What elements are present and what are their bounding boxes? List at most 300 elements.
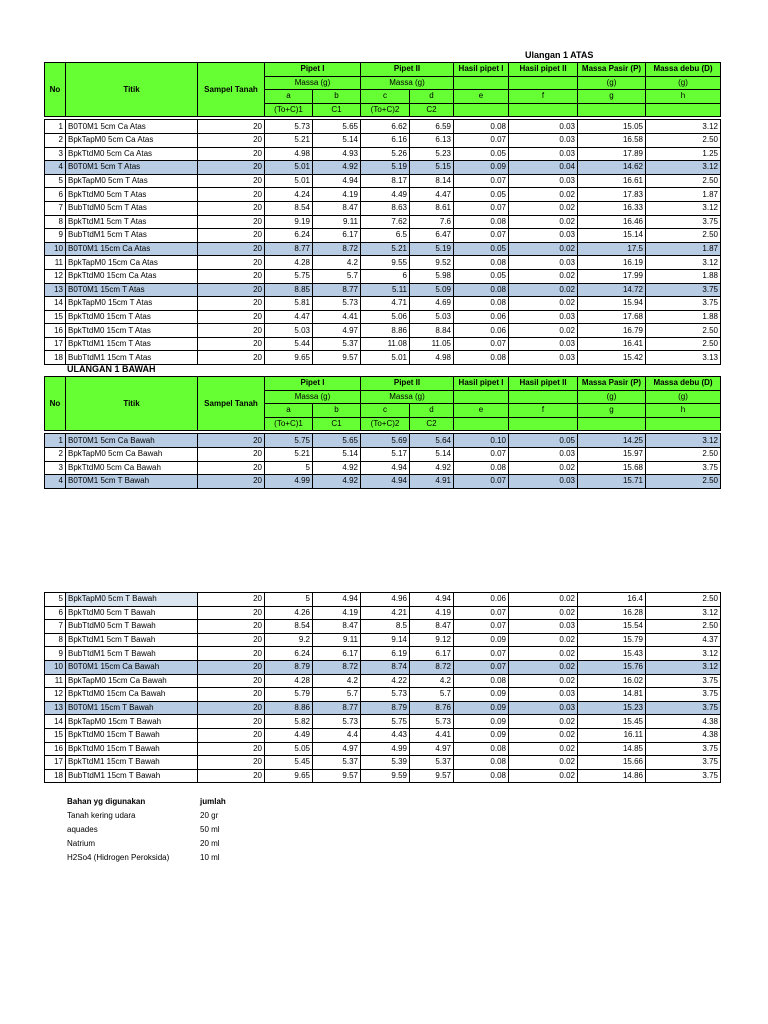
cell-sampel: 20: [198, 215, 265, 229]
cell-titik: BpkTtdM1 5cm T Bawah: [66, 633, 198, 647]
cell-g: 15.45: [578, 715, 646, 729]
cell-sampel: 20: [198, 728, 265, 742]
cell-g: 15.76: [578, 660, 646, 674]
cell-e: 0.07: [454, 201, 509, 215]
table-row: [45, 715, 721, 729]
cell-b: 5.65: [313, 434, 361, 448]
cell-b: 4.2: [313, 256, 361, 270]
cell-c: 7.62: [361, 215, 410, 229]
cell-sampel: 20: [198, 701, 265, 715]
header-letter-d: d: [410, 90, 454, 104]
cell-g: 15.14: [578, 229, 646, 243]
cell-c: 5.75: [361, 715, 410, 729]
header-pipet-2: Pipet II: [361, 63, 454, 77]
cell-sampel: 20: [198, 688, 265, 702]
results-table-bawah: [44, 376, 721, 489]
cell-a: 6.24: [265, 647, 313, 661]
cell-b: 4.94: [313, 174, 361, 188]
cell-b: 4.97: [313, 742, 361, 756]
cell-h: 3.12: [646, 606, 721, 620]
header-titik: Titik: [66, 63, 198, 117]
header-letter-g: g: [578, 404, 646, 418]
cell-h: 2.50: [646, 229, 721, 243]
cell-g: 15.23: [578, 701, 646, 715]
cell-f: 0.03: [509, 475, 578, 489]
cell-titik: B0T0M1 5cm T Bawah: [66, 475, 198, 489]
cell-no: 16: [45, 324, 66, 338]
cell-a: 5.45: [265, 756, 313, 770]
cell-g: 16.02: [578, 674, 646, 688]
cell-g: 15.66: [578, 756, 646, 770]
cell-sampel: 20: [198, 475, 265, 489]
cell-no: 18: [45, 351, 66, 365]
cell-a: 5.01: [265, 161, 313, 175]
cell-b: 5.37: [313, 337, 361, 351]
cell-c: 8.74: [361, 660, 410, 674]
cell-c: 6.16: [361, 133, 410, 147]
cell-no: 18: [45, 769, 66, 783]
cell-no: 11: [45, 256, 66, 270]
table-row: [45, 742, 721, 756]
cell-d: 5.37: [410, 756, 454, 770]
cell-h: 2.50: [646, 447, 721, 461]
cell-d: 4.41: [410, 728, 454, 742]
cell-f: 0.02: [509, 606, 578, 620]
cell-no: 5: [45, 593, 66, 607]
cell-h: 2.50: [646, 620, 721, 634]
materials-list: [67, 795, 226, 862]
table-row: [45, 201, 721, 215]
cell-e: 0.08: [454, 215, 509, 229]
cell-titik: BpkTtdM0 15cm T Bawah: [66, 728, 198, 742]
cell-no: 13: [45, 283, 66, 297]
cell-c: 5.21: [361, 242, 410, 256]
cell-a: 8.77: [265, 242, 313, 256]
cell-c: 4.94: [361, 475, 410, 489]
cell-e: 0.07: [454, 660, 509, 674]
cell-f: 0.02: [509, 283, 578, 297]
cell-g: 16.11: [578, 728, 646, 742]
cell-g: 15.05: [578, 120, 646, 134]
cell-d: 4.19: [410, 606, 454, 620]
cell-d: 5.15: [410, 161, 454, 175]
header-hasil-2: Hasil pipet II: [509, 63, 578, 77]
cell-b: 4.97: [313, 324, 361, 338]
cell-b: 9.57: [313, 351, 361, 365]
cell-c: 5.06: [361, 310, 410, 324]
cell-b: 4.94: [313, 593, 361, 607]
cell-e: 0.08: [454, 461, 509, 475]
cell-a: 5.21: [265, 133, 313, 147]
cell-sampel: 20: [198, 201, 265, 215]
cell-h: 3.75: [646, 674, 721, 688]
cell-titik: BubTtdM0 5cm T Bawah: [66, 620, 198, 634]
table-row: [45, 133, 721, 147]
header-sampel: Sampel Tanah: [198, 377, 265, 431]
cell-d: 8.61: [410, 201, 454, 215]
cell-e: 0.06: [454, 324, 509, 338]
material-item: [67, 823, 220, 837]
cell-g: 15.68: [578, 461, 646, 475]
cell-no: 9: [45, 647, 66, 661]
table-row: [45, 633, 721, 647]
cell-h: 3.13: [646, 351, 721, 365]
cell-d: 5.23: [410, 147, 454, 161]
cell-b: 8.47: [313, 620, 361, 634]
header-letter-d: d: [410, 404, 454, 418]
table-row: [45, 447, 721, 461]
table-row: [45, 475, 721, 489]
cell-d: 11.05: [410, 337, 454, 351]
material-name: Tanah kering udara: [67, 811, 136, 820]
cell-b: 5.14: [313, 447, 361, 461]
cell-g: 17.5: [578, 242, 646, 256]
cell-g: 15.43: [578, 647, 646, 661]
cell-sampel: 20: [198, 283, 265, 297]
cell-h: 3.12: [646, 161, 721, 175]
table-row: [45, 337, 721, 351]
cell-g: 15.97: [578, 447, 646, 461]
header-letter-e: e: [454, 404, 509, 418]
cell-c: 5.11: [361, 283, 410, 297]
cell-c: 4.99: [361, 742, 410, 756]
cell-titik: BpkTapM0 5cm Ca Bawah: [66, 447, 198, 461]
cell-sampel: 20: [198, 620, 265, 634]
cell-b: 4.19: [313, 188, 361, 202]
cell-g: 16.28: [578, 606, 646, 620]
cell-e: 0.08: [454, 297, 509, 311]
cell-a: 8.54: [265, 201, 313, 215]
cell-f: 0.02: [509, 647, 578, 661]
cell-f: 0.02: [509, 215, 578, 229]
material-name: Natrium: [67, 839, 96, 848]
header-unit-debu: (g): [646, 76, 721, 90]
cell-g: 17.89: [578, 147, 646, 161]
cell-a: 5.82: [265, 715, 313, 729]
header-unit-pasir: (g): [578, 76, 646, 90]
header-titik: Titik: [66, 377, 198, 431]
cell-c: 5.26: [361, 147, 410, 161]
cell-g: 16.46: [578, 215, 646, 229]
table-row: [45, 215, 721, 229]
material-amount: 20 gr: [200, 811, 219, 820]
cell-c: 6.62: [361, 120, 410, 134]
cell-titik: B0T0M1 5cm T Atas: [66, 161, 198, 175]
cell-b: 4.2: [313, 674, 361, 688]
header-c1: C1: [313, 417, 361, 431]
cell-sampel: 20: [198, 633, 265, 647]
cell-c: 5.39: [361, 756, 410, 770]
cell-f: 0.02: [509, 242, 578, 256]
cell-f: 0.03: [509, 620, 578, 634]
header-letter-h: h: [646, 404, 721, 418]
cell-no: 10: [45, 242, 66, 256]
cell-a: 4.26: [265, 606, 313, 620]
cell-sampel: 20: [198, 351, 265, 365]
cell-e: 0.07: [454, 174, 509, 188]
cell-a: 5.81: [265, 297, 313, 311]
table-row: [45, 606, 721, 620]
cell-f: 0.02: [509, 633, 578, 647]
cell-a: 4.28: [265, 256, 313, 270]
table-row: [45, 297, 721, 311]
cell-g: 14.62: [578, 161, 646, 175]
cell-e: 0.06: [454, 310, 509, 324]
cell-b: 5.73: [313, 297, 361, 311]
table-row: [45, 188, 721, 202]
cell-h: 1.88: [646, 310, 721, 324]
cell-no: 5: [45, 174, 66, 188]
cell-c: 5.69: [361, 434, 410, 448]
cell-d: 6.13: [410, 133, 454, 147]
cell-sampel: 20: [198, 147, 265, 161]
cell-g: 16.4: [578, 593, 646, 607]
atas-body: [45, 120, 721, 365]
cell-g: 16.41: [578, 337, 646, 351]
cell-h: 4.37: [646, 633, 721, 647]
cell-no: 7: [45, 201, 66, 215]
cell-h: 3.75: [646, 297, 721, 311]
materials-header-amount: jumlah: [200, 797, 226, 806]
cell-f: 0.02: [509, 201, 578, 215]
cell-b: 4.92: [313, 461, 361, 475]
cell-e: 0.09: [454, 161, 509, 175]
cell-c: 8.63: [361, 201, 410, 215]
cell-f: 0.03: [509, 133, 578, 147]
header-c2: C2: [410, 417, 454, 431]
cell-h: 3.12: [646, 660, 721, 674]
cell-titik: BubTtdM1 5cm T Bawah: [66, 647, 198, 661]
cell-d: 9.12: [410, 633, 454, 647]
cell-b: 4.4: [313, 728, 361, 742]
cell-e: 0.05: [454, 188, 509, 202]
cell-a: 8.79: [265, 660, 313, 674]
header-letter-e: e: [454, 90, 509, 104]
cell-no: 11: [45, 674, 66, 688]
cell-titik: BpkTtdM0 15cm T Atas: [66, 310, 198, 324]
material-name: H2So4 (Hidrogen Peroksida): [67, 853, 170, 862]
cell-g: 15.42: [578, 351, 646, 365]
table-row: [45, 674, 721, 688]
cell-a: 5.21: [265, 447, 313, 461]
cell-sampel: 20: [198, 297, 265, 311]
cell-e: 0.08: [454, 120, 509, 134]
cell-d: 4.94: [410, 593, 454, 607]
cell-d: 4.91: [410, 475, 454, 489]
cell-a: 4.49: [265, 728, 313, 742]
cell-g: 15.94: [578, 297, 646, 311]
cell-a: 8.54: [265, 620, 313, 634]
cell-b: 5.65: [313, 120, 361, 134]
cell-b: 4.93: [313, 147, 361, 161]
cell-a: 8.85: [265, 283, 313, 297]
cell-f: 0.03: [509, 337, 578, 351]
table-row: [45, 256, 721, 270]
cell-b: 8.77: [313, 283, 361, 297]
cell-titik: BpkTtdM0 15cm Ca Atas: [66, 269, 198, 283]
header-no: No: [45, 63, 66, 117]
cell-titik: BubTtdM1 5cm T Atas: [66, 229, 198, 243]
cell-a: 4.28: [265, 674, 313, 688]
cell-titik: B0T0M1 15cm Ca Bawah: [66, 660, 198, 674]
cell-b: 8.47: [313, 201, 361, 215]
cell-a: 4.98: [265, 147, 313, 161]
cell-c: 11.08: [361, 337, 410, 351]
cell-g: 14.72: [578, 283, 646, 297]
cell-titik: BpkTtdM1 15cm T Bawah: [66, 756, 198, 770]
table-row: [45, 269, 721, 283]
cell-c: 8.86: [361, 324, 410, 338]
results-table-atas: [44, 62, 721, 365]
cell-e: 0.08: [454, 674, 509, 688]
cell-sampel: 20: [198, 715, 265, 729]
cell-sampel: 20: [198, 174, 265, 188]
cell-b: 5.14: [313, 133, 361, 147]
cell-c: 4.94: [361, 461, 410, 475]
cell-e: 0.08: [454, 756, 509, 770]
header-unit-debu: (g): [646, 390, 721, 404]
header-massa-2: Massa (g): [361, 390, 454, 404]
cell-h: 3.12: [646, 120, 721, 134]
cell-titik: B0T0M1 5cm Ca Bawah: [66, 434, 198, 448]
cell-e: 0.08: [454, 283, 509, 297]
cell-g: 16.58: [578, 133, 646, 147]
cell-titik: BpkTtdM1 5cm T Atas: [66, 215, 198, 229]
cell-h: 1.25: [646, 147, 721, 161]
cell-sampel: 20: [198, 756, 265, 770]
cell-f: 0.02: [509, 715, 578, 729]
cell-b: 4.92: [313, 475, 361, 489]
header-toc1: (To+C)1: [265, 103, 313, 117]
cell-no: 10: [45, 660, 66, 674]
cell-titik: BpkTapM0 15cm T Bawah: [66, 715, 198, 729]
cell-c: 5.73: [361, 688, 410, 702]
cell-d: 8.84: [410, 324, 454, 338]
header-no: No: [45, 377, 66, 431]
cell-e: 0.07: [454, 337, 509, 351]
cell-titik: BpkTtdM0 15cm T Bawah: [66, 742, 198, 756]
cell-f: 0.02: [509, 188, 578, 202]
header-pipet-1: Pipet I: [265, 377, 361, 391]
cell-g: 16.19: [578, 256, 646, 270]
cell-c: 6.19: [361, 647, 410, 661]
table-row: [45, 756, 721, 770]
cell-a: 4.99: [265, 475, 313, 489]
cell-e: 0.08: [454, 351, 509, 365]
cell-d: 5.64: [410, 434, 454, 448]
cell-no: 3: [45, 147, 66, 161]
cell-no: 4: [45, 161, 66, 175]
table-row: [45, 688, 721, 702]
cell-f: 0.03: [509, 147, 578, 161]
header-hasil-1: Hasil pipet I: [454, 377, 509, 391]
cell-a: 9.2: [265, 633, 313, 647]
cell-sampel: 20: [198, 310, 265, 324]
header-massa-1: Massa (g): [265, 76, 361, 90]
material-amount: 50 ml: [200, 825, 220, 834]
table-row: [45, 769, 721, 783]
cell-c: 9.59: [361, 769, 410, 783]
cell-sampel: 20: [198, 133, 265, 147]
cell-e: 0.09: [454, 701, 509, 715]
cell-d: 5.03: [410, 310, 454, 324]
cell-a: 5: [265, 461, 313, 475]
cell-c: 5.19: [361, 161, 410, 175]
cell-titik: BpkTtdM0 15cm T Atas: [66, 324, 198, 338]
table-row: [45, 120, 721, 134]
table-row: [45, 324, 721, 338]
cell-sampel: 20: [198, 647, 265, 661]
header-letter-b: b: [313, 404, 361, 418]
material-amount: 20 ml: [200, 839, 220, 848]
cell-c: 4.71: [361, 297, 410, 311]
cell-f: 0.02: [509, 769, 578, 783]
cell-b: 4.92: [313, 161, 361, 175]
cell-c: 8.5: [361, 620, 410, 634]
cell-d: 6.17: [410, 647, 454, 661]
header-toc1: (To+C)1: [265, 417, 313, 431]
cell-titik: BpkTapM0 15cm Ca Atas: [66, 256, 198, 270]
table-row: [45, 647, 721, 661]
cell-b: 4.41: [313, 310, 361, 324]
cell-g: 14.86: [578, 769, 646, 783]
table-row: [45, 147, 721, 161]
cell-b: 5.7: [313, 688, 361, 702]
cell-f: 0.02: [509, 297, 578, 311]
table-row: [45, 242, 721, 256]
cell-h: 3.12: [646, 434, 721, 448]
cell-h: 1.87: [646, 242, 721, 256]
cell-sampel: 20: [198, 120, 265, 134]
cell-d: 5.73: [410, 715, 454, 729]
cell-d: 4.97: [410, 742, 454, 756]
cell-h: 4.38: [646, 715, 721, 729]
cell-d: 9.57: [410, 769, 454, 783]
cell-titik: BpkTtdM0 5cm T Atas: [66, 188, 198, 202]
cell-no: 6: [45, 606, 66, 620]
cell-h: 3.75: [646, 756, 721, 770]
cell-b: 8.72: [313, 242, 361, 256]
cell-e: 0.08: [454, 742, 509, 756]
cell-sampel: 20: [198, 674, 265, 688]
header-massa-2: Massa (g): [361, 76, 454, 90]
cell-a: 4.47: [265, 310, 313, 324]
table-row: [45, 283, 721, 297]
cell-titik: BpkTapM0 5cm T Atas: [66, 174, 198, 188]
cell-e: 0.07: [454, 229, 509, 243]
section-title-atas: Ulangan 1 ATAS: [525, 50, 594, 60]
cell-f: 0.03: [509, 701, 578, 715]
cell-sampel: 20: [198, 188, 265, 202]
cell-no: 1: [45, 434, 66, 448]
cell-h: 4.38: [646, 728, 721, 742]
materials-header-label: Bahan yg digunakan: [67, 797, 146, 806]
cell-a: 5.73: [265, 120, 313, 134]
cell-c: 6: [361, 269, 410, 283]
cell-titik: BpkTtdM0 5cm T Bawah: [66, 606, 198, 620]
cell-d: 4.92: [410, 461, 454, 475]
cell-d: 7.6: [410, 215, 454, 229]
cell-f: 0.03: [509, 447, 578, 461]
cell-d: 6.47: [410, 229, 454, 243]
cell-g: 17.83: [578, 188, 646, 202]
cell-titik: BpkTapM0 5cm T Bawah: [66, 593, 198, 607]
material-item: [67, 851, 220, 865]
cell-no: 15: [45, 310, 66, 324]
cell-h: 2.50: [646, 324, 721, 338]
cell-d: 8.76: [410, 701, 454, 715]
cell-a: 5.75: [265, 434, 313, 448]
